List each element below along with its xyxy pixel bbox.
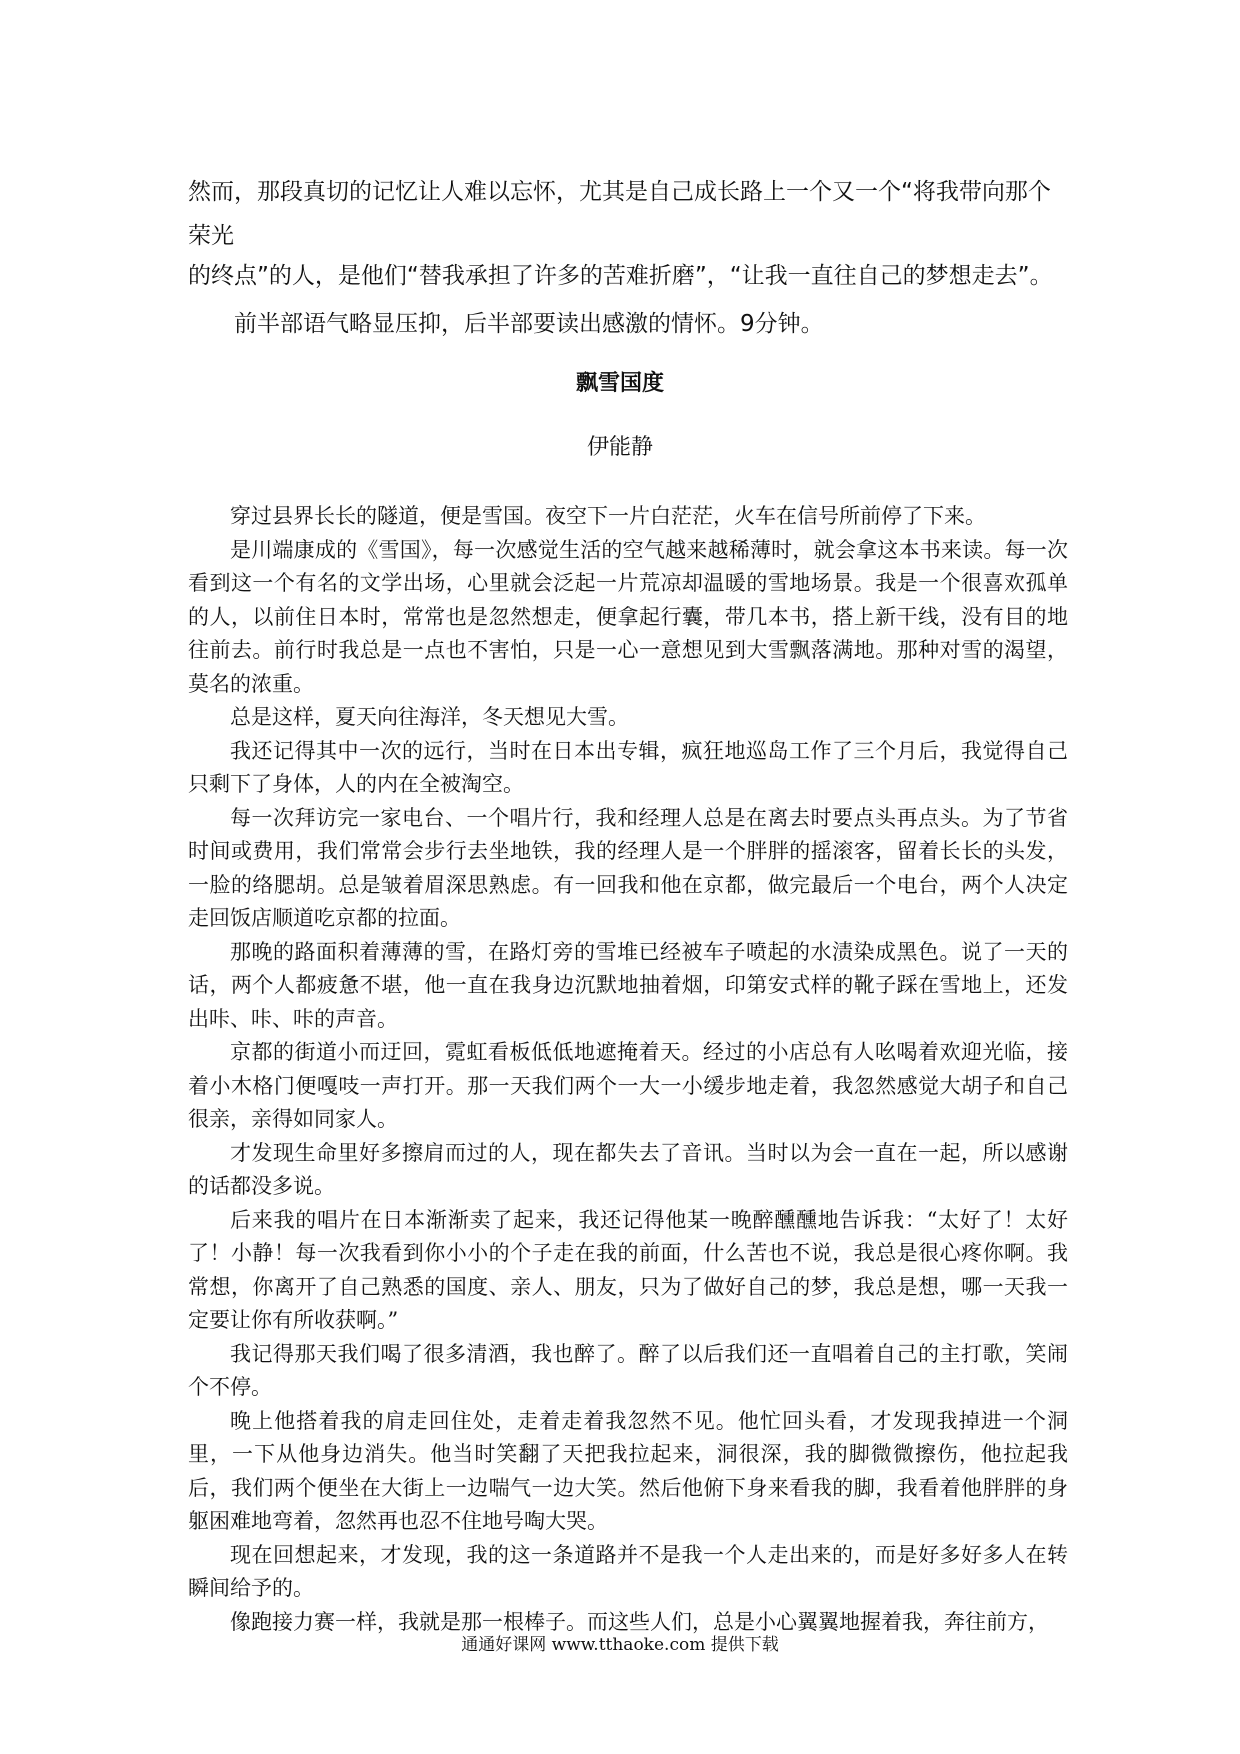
intro-line-2	[188, 254, 1068, 298]
paragraph: 是川端康成的《雪国》，每一次感觉生活的空气越来越稀薄时，就会拿这本书来读。每一次看到这一个有名的文学出场，心里就会泛起一片荒凉却温暖的雪地场景。我是一个很喜欢孤单的人，以前住日本时，常常也是忽然想走，便拿起行囊，带几本书，搭上新干线，没有目的地往前去。前行时我总是一点也不害怕，只是一心一意想见到大雪飘落满地。那种对雪的渴望，莫名的浓重。	[188, 537, 1068, 696]
intro-text-1: 然而，那段真切的记忆让人难以忘怀，尤其是自己成长路上一个又一个“将我带向那个荣光	[188, 179, 1051, 249]
paragraph: 每一次拜访完一家电台、一个唱片行，我和经理人总是在离去时要点头再点头。为了节省时间或费用，我们常常会步行去坐地铁，我的经理人是一个胖胖的摇滚客，留着长长的头发，一脸的络腮胡。总是皱着眉深思熟虑。有一回我和他在京都，做完最后一个电台，两个人决定走回饭店顺道吃京都的拉面。	[188, 805, 1068, 930]
article-body	[188, 500, 1068, 1639]
article-author: 伊能静	[586, 435, 653, 460]
paragraph: 我记得那天我们喝了很多清酒，我也醉了。醉了以后我们还一直唱着自己的主打歌，笑闹个不停。	[188, 1341, 1068, 1399]
reading-note	[188, 302, 1068, 346]
paragraph: 那晚的路面积着薄薄的雪，在路灯旁的雪堆已经被车子喷起的水渍染成黑色。说了一天的话，两个人都疲惫不堪，他一直在我身边沉默地抽着烟，印第安式样的靴子踩在雪地上，还发出咔、咔、咔的声音。	[188, 939, 1068, 1031]
paragraph: 才发现生命里好多擦肩而过的人，现在都失去了音讯。当时以为会一直在一起，所以感谢的话都没多说。	[188, 1140, 1068, 1198]
paragraph: 晚上他搭着我的肩走回住处，走着走着我忽然不见。他忙回头看，才发现我掉进一个洞里，一下从他身边消失。他当时笑翻了天把我拉起来，洞很深，我的脚微微擦伤，他拉起我后，我们两个便坐在大街上一边喘气一边大笑。然后他俯下身来看我的脚，我看着他胖胖的身躯困难地弯着，忽然再也忍不住地号啕大哭。	[188, 1408, 1068, 1533]
paragraph: 像跑接力赛一样，我就是那一根棒子。而这些人们，总是小心翼翼地握着我，奔往前方，	[230, 1609, 1049, 1634]
paragraph: 京都的街道小而迂回，霓虹看板低低地遮掩着天。经过的小店总有人吆喝着欢迎光临，接着小木格门便嘎吱一声打开。那一天我们两个一大一小缓步地走着，我忽然感觉大胡子和自己很亲，亲得如同家人。	[188, 1040, 1068, 1131]
reading-note-text: 前半部语气略显压抑，后半部要读出感激的情怀。9分钟。	[234, 311, 824, 337]
paragraph: 总是这样，夏天向往海洋，冬天想见大雪。	[230, 705, 629, 729]
article-title: 飘雪国度	[575, 371, 664, 396]
paragraph: 后来我的唱片在日本渐渐卖了起来，我还记得他某一晚醉醺醺地告诉我：“太好了！太好了！小静！每一次我看到你小小的个子走在我的前面，什么苦也不说，我总是很心疼你啊。我常想，你离开了自己熟悉的国度、亲人、朋友，只为了做好自己的梦，我总是想，哪一天我一定要让你有所收获啊。”	[188, 1207, 1068, 1332]
paragraph: 现在回想起来，才发现，我的这一条道路并不是我一个人走出来的，而是好多好多人在转瞬间给予的。	[188, 1542, 1068, 1600]
page-footer: 通通好课网 www.tthaoke.com 提供下载	[461, 1635, 779, 1655]
intro-text-2: 的终点”的人，是他们“替我承担了许多的苦难折磨”，“让我一直往自己的梦想走去”。	[188, 263, 1053, 289]
paragraph: 我还记得其中一次的远行，当时在日本出专辑，疯狂地巡岛工作了三个月后，我觉得自己只剩下了身体，人的内在全被淘空。	[188, 738, 1068, 796]
intro-line-1	[188, 170, 1068, 258]
paragraph: 穿过县界长长的隧道，便是雪国。夜空下一片白茫茫，火车在信号所前停了下来。	[230, 504, 986, 528]
